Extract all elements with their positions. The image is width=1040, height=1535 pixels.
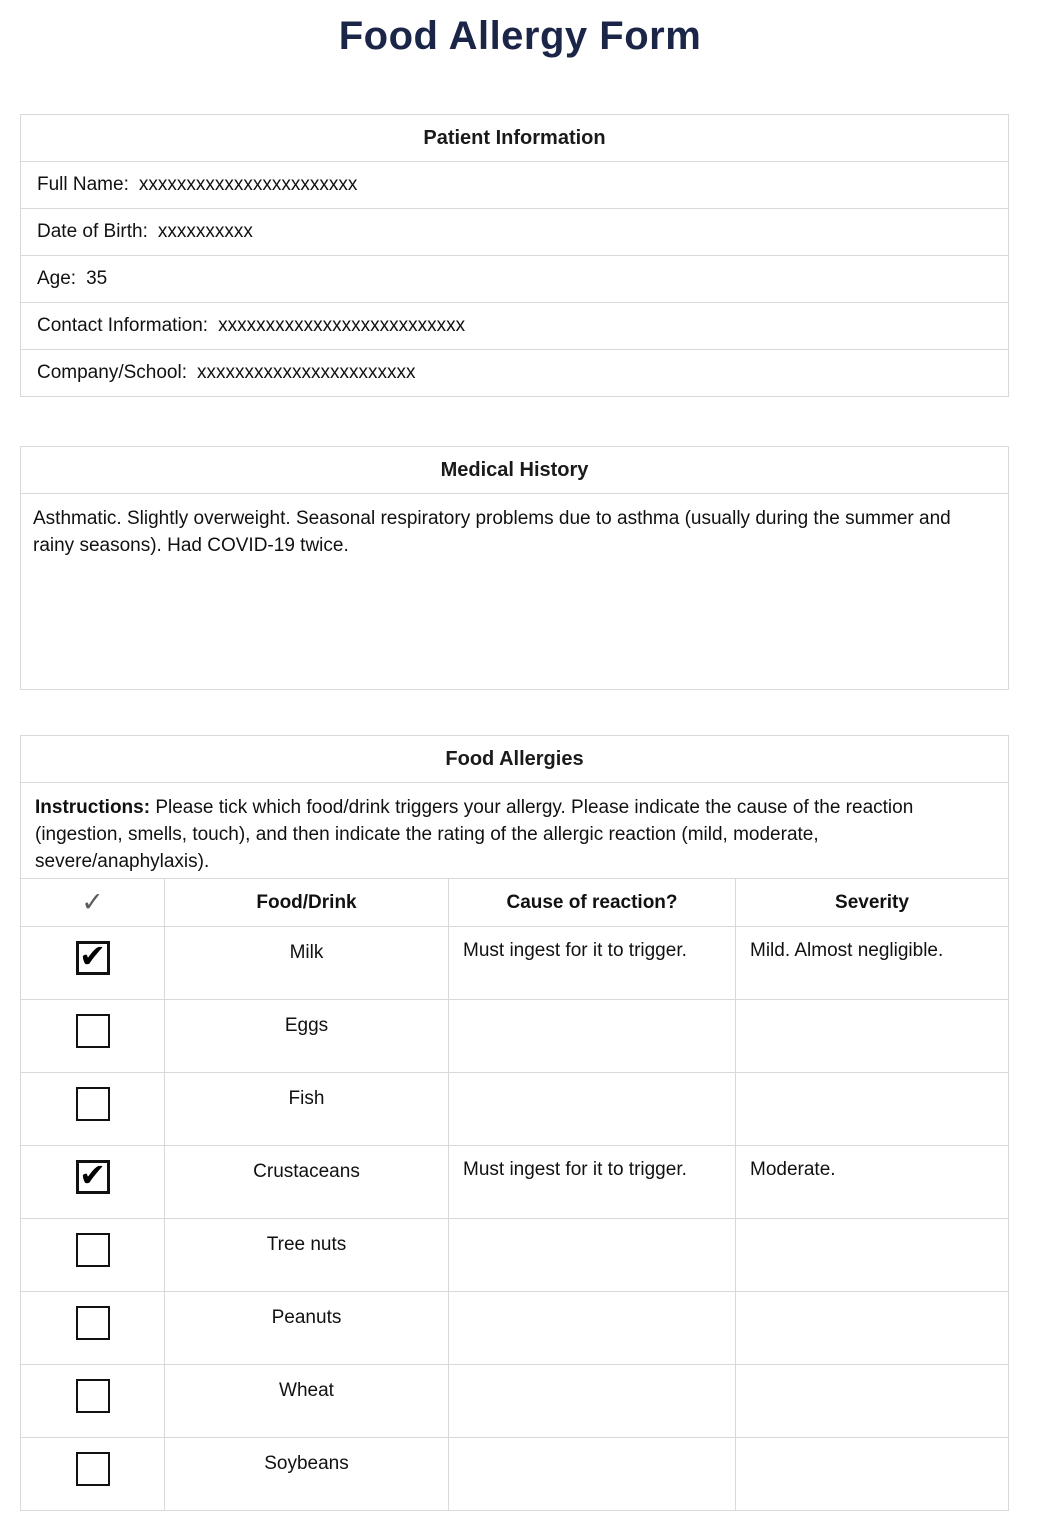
instructions-text: Please tick which food/drink triggers your allergy. Please indicate the cause of the reaction (ingestion, smells, touch), and then indicate the rating of the allergic reaction (mild, moderate, severe/anaphylaxis). (35, 797, 914, 872)
checkbox-checked-icon[interactable] (76, 938, 110, 975)
food-cell: Soybeans (164, 1437, 448, 1510)
checkbox-unchecked-icon[interactable] (76, 1014, 110, 1048)
food-allergies-table (21, 878, 1008, 1510)
cause-cell[interactable] (448, 1437, 735, 1510)
check-cell (21, 1218, 164, 1291)
cause-cell[interactable] (448, 999, 735, 1072)
medical-history-header: Medical History (440, 458, 589, 481)
food-cell: Wheat (164, 1364, 448, 1437)
column-header-cause: Cause of reaction? (448, 878, 735, 926)
patient-information-rows (21, 161, 1008, 396)
severity-cell[interactable] (735, 999, 1008, 1072)
food-cell: Fish (164, 1072, 448, 1145)
check-cell (21, 1145, 164, 1218)
checkbox-checked-icon[interactable] (76, 1157, 110, 1194)
field-value[interactable]: xxxxxxxxxxxxxxxxxxxxxxx (196, 362, 416, 383)
food-allergies-section (20, 735, 1009, 1511)
table-row (21, 1145, 1008, 1218)
food-cell: Eggs (164, 999, 448, 1072)
cause-cell[interactable] (448, 1364, 735, 1437)
severity-cell[interactable]: Mild. Almost negligible. (735, 926, 1008, 999)
check-cell (21, 1437, 164, 1510)
severity-cell[interactable] (735, 1218, 1008, 1291)
table-row (21, 1364, 1008, 1437)
food-allergy-form-page (0, 14, 1040, 1535)
patient-information-header: Patient Information (423, 126, 606, 149)
page-title: Food Allergy Form (338, 14, 702, 58)
cause-cell[interactable]: Must ingest for it to trigger. (448, 926, 735, 999)
severity-cell[interactable] (735, 1364, 1008, 1437)
column-header-food: Food/Drink (164, 878, 448, 926)
field-label: Contact Information: (37, 315, 209, 336)
checkbox-unchecked-icon[interactable] (76, 1087, 110, 1121)
table-row (21, 926, 1008, 999)
check-cell (21, 926, 164, 999)
field-label: Age: (37, 268, 77, 289)
food-allergies-header: Food Allergies (445, 747, 584, 770)
field-value[interactable]: 35 (86, 268, 108, 289)
table-header-row (21, 878, 1008, 926)
field-value[interactable]: xxxxxxxxxxxxxxxxxxxxxxx (138, 174, 358, 195)
check-cell (21, 1364, 164, 1437)
cause-cell[interactable] (448, 1218, 735, 1291)
food-cell: Crustaceans (164, 1145, 448, 1218)
cause-cell[interactable] (448, 1291, 735, 1364)
checkbox-unchecked-icon[interactable] (76, 1233, 110, 1267)
patient-info-row (21, 302, 1008, 349)
field-label: Full Name: (37, 174, 129, 195)
check-cell (21, 999, 164, 1072)
patient-info-row (21, 208, 1008, 255)
food-allergies-instructions (21, 782, 1008, 878)
field-label: Company/School: (37, 362, 187, 383)
food-cell: Milk (164, 926, 448, 999)
checkmark-icon: ✔ (79, 1157, 106, 1193)
checkbox-unchecked-icon[interactable] (76, 1379, 110, 1413)
food-cell: Peanuts (164, 1291, 448, 1364)
check-column-header-icon: ✓ (21, 878, 164, 926)
patient-info-row (21, 255, 1008, 302)
check-cell (21, 1072, 164, 1145)
medical-history-section (20, 446, 1009, 690)
food-cell: Tree nuts (164, 1218, 448, 1291)
table-row (21, 1218, 1008, 1291)
severity-cell[interactable]: Moderate. (735, 1145, 1008, 1218)
table-row (21, 999, 1008, 1072)
checkbox-unchecked-icon[interactable] (76, 1452, 110, 1486)
field-label: Date of Birth: (37, 221, 148, 242)
check-cell (21, 1291, 164, 1364)
table-row (21, 1072, 1008, 1145)
patient-info-row (21, 349, 1008, 396)
checkmark-icon: ✔ (79, 938, 106, 974)
instructions-label: Instructions: (35, 797, 151, 818)
severity-cell[interactable] (735, 1437, 1008, 1510)
patient-information-section (20, 114, 1009, 397)
field-value[interactable]: xxxxxxxxxx (157, 221, 253, 242)
cause-cell[interactable]: Must ingest for it to trigger. (448, 1145, 735, 1218)
column-header-severity: Severity (735, 878, 1008, 926)
checkbox-unchecked-icon[interactable] (76, 1306, 110, 1340)
severity-cell[interactable] (735, 1072, 1008, 1145)
severity-cell[interactable] (735, 1291, 1008, 1364)
medical-history-text[interactable]: Asthmatic. Slightly overweight. Seasonal respiratory problems due to asthma (usually during the summer and rainy seasons). Had COVID-19 twice. (21, 493, 1008, 689)
cause-cell[interactable] (448, 1072, 735, 1145)
table-row (21, 1291, 1008, 1364)
patient-info-row (21, 161, 1008, 208)
table-row (21, 1437, 1008, 1510)
field-value[interactable]: xxxxxxxxxxxxxxxxxxxxxxxxxx (218, 315, 466, 336)
